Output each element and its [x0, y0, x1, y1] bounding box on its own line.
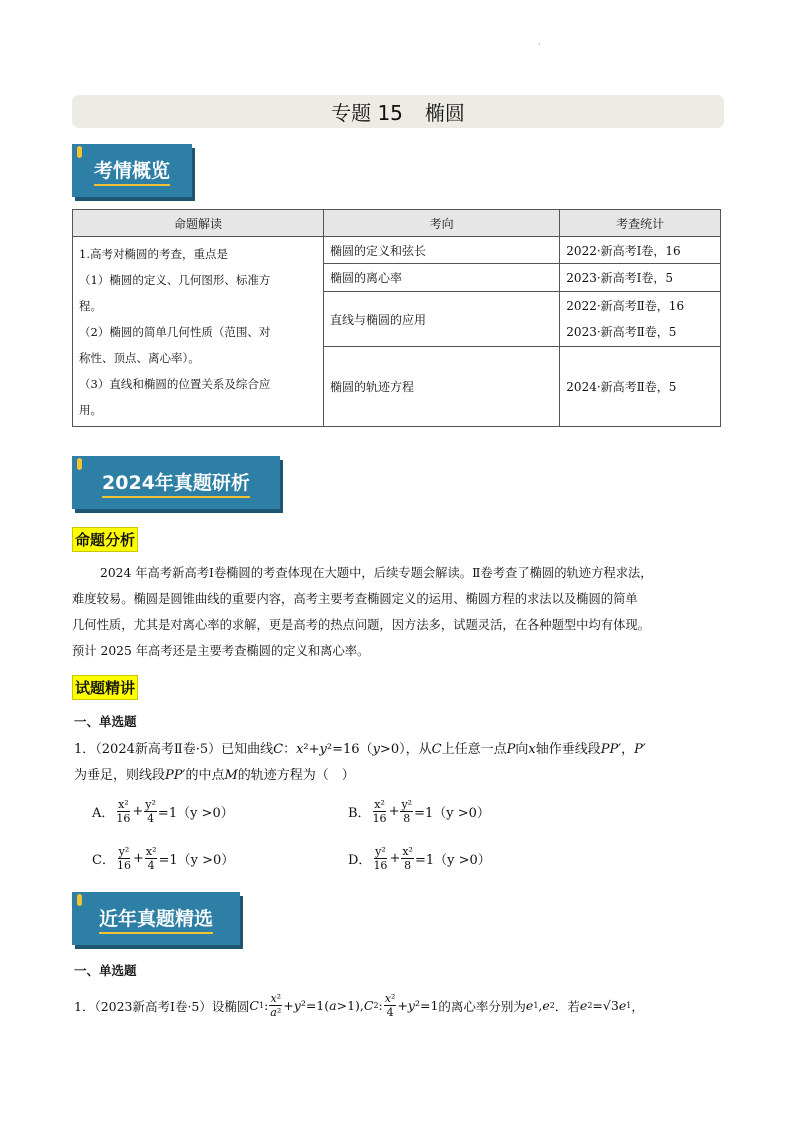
mingti-label: 命题分析	[72, 527, 138, 552]
analysis-line: 难度较易。椭圆是圆锥曲线的重要内容，高考主要考查椭圆定义的运用、椭圆方程的求法以及椭圆的简单	[72, 592, 638, 606]
option-b[interactable]: B． $\frac{\text{x²}}{16}$ + $\frac{\text{y²}}{8}$ =1（y >0）	[348, 798, 490, 825]
question-2-line-1: 1．（2023新高考Ⅰ卷·5）设椭圆 C 1 : $\frac{\text{x²}}{\text{a²}}$ + y ²=1( a >1), C 2 : $\frac{\text{x²}}{4}$ + y ²=1 的离心率分别为 e 1 , e 2 ．若 e 2 =√3 e 1 ，	[74, 992, 644, 1019]
topic-cell: 椭圆的轨迹方程	[324, 347, 560, 427]
stats-cell: 2024·新高考Ⅱ卷，5	[560, 347, 721, 427]
topic-cell: 椭圆的离心率	[324, 264, 560, 292]
pin-icon	[77, 146, 82, 158]
analysis-paragraph	[72, 560, 732, 664]
interpretation-line: （3）直线和椭圆的位置关系及综合应	[79, 376, 271, 391]
table-header-row	[73, 210, 721, 237]
stats-line: 2022·新高考Ⅱ卷，16	[566, 299, 685, 313]
analysis-line: 预计 2025 年高考还是主要考查椭圆的定义和离心率。	[72, 644, 370, 658]
pin-icon	[77, 458, 82, 470]
topic-cell: 椭圆的定义和弦长	[324, 237, 560, 264]
table-row	[73, 237, 721, 264]
table-header: 命题解读	[73, 210, 324, 237]
stats-line: 2023·新高考Ⅱ卷，5	[566, 325, 677, 339]
interpretation-cell	[73, 237, 324, 427]
stats-cell: 2022·新高考Ⅰ卷，16	[560, 237, 721, 264]
interpretation-line: 用。	[79, 402, 102, 417]
pin-icon	[77, 894, 82, 906]
interpretation-line: （1）椭圆的定义、几何图形、标准方	[79, 272, 271, 287]
title-name: 椭圆	[424, 101, 465, 125]
interpretation-line: （2）椭圆的简单几何性质（范围、对	[79, 324, 271, 339]
title-prefix: 专题 15	[331, 101, 403, 125]
overview-badge-label: 考情概览	[94, 156, 170, 186]
interpretation-line: 称性、顶点、离心率）。	[79, 350, 200, 365]
interpretation-line: 程。	[79, 298, 102, 313]
shiti-label: 试题精讲	[72, 675, 138, 700]
analysis2024-badge	[72, 456, 280, 509]
option-a[interactable]: A． $\frac{\text{x²}}{16}$ + $\frac{\text{y²}}{4}$ =1（y >0）	[92, 798, 234, 825]
section-heading: 一、单选题	[74, 714, 137, 729]
overview-badge	[72, 144, 192, 197]
question-1-line-1: 1．（2024新高考Ⅱ卷·5）已知曲线C：x²+y²=16（y>0），从C上任意一点P向x轴作垂线段PP′，P′	[74, 742, 646, 757]
recent-badge	[72, 892, 240, 945]
table-header: 考查统计	[560, 210, 721, 237]
question-1-line-2: 为垂足，则线段PP′的中点M的轨迹方程为（ ）	[74, 768, 355, 783]
page-dot: ·	[538, 40, 541, 49]
topic-cell: 直线与椭圆的应用	[324, 292, 560, 347]
page-title	[72, 95, 724, 128]
option-d[interactable]: D． $\frac{\text{y²}}{16}$ + $\frac{\text{x²}}{8}$ =1（y >0）	[348, 845, 491, 872]
stats-cell	[560, 292, 721, 347]
analysis-line: 2024 年高考新高考Ⅰ卷椭圆的考查体现在大题中，后续专题会解读。Ⅱ卷考查了椭圆的轨迹方程求法，	[100, 566, 653, 580]
overview-table	[72, 209, 721, 427]
analysis-line: 几何性质，尤其是对离心率的求解，更是高考的热点问题，因方法多，试题灵活，在各种题型中均有体现。	[72, 618, 650, 632]
section-heading: 一、单选题	[74, 963, 137, 978]
interpretation-line: 1.高考对椭圆的考查，重点是	[79, 246, 228, 261]
recent-badge-label: 近年真题精选	[99, 904, 213, 934]
table-header: 考向	[324, 210, 560, 237]
stats-cell: 2023·新高考Ⅰ卷，5	[560, 264, 721, 292]
analysis2024-badge-label: 2024年真题研析	[102, 468, 250, 498]
option-c[interactable]: C． $\frac{\text{y²}}{16}$ + $\frac{\text{x²}}{4}$ =1（y >0）	[92, 845, 235, 872]
